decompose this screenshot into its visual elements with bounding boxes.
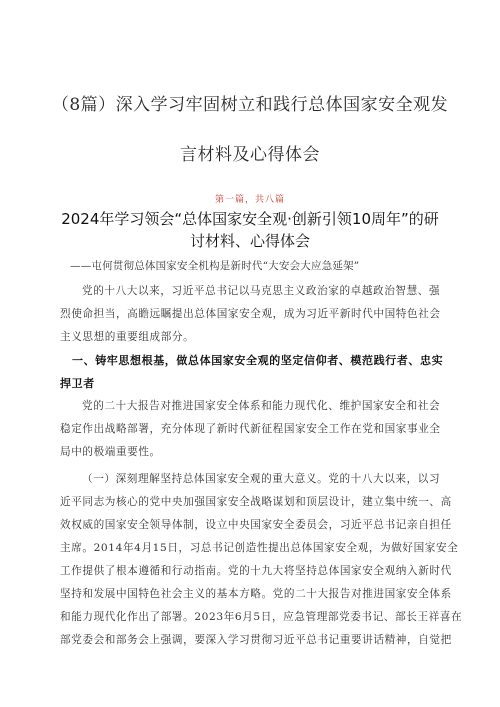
paragraph-line: 工作提供了根本遵循和行动指南。党的十九大将坚持总体国家安全观纳入新时代 bbox=[60, 565, 452, 577]
paragraph-line: 坚持和发展中国特色社会主义的基本方略。党的二十大报告对推进国家安全体系 bbox=[60, 588, 452, 600]
document-title-line-1: （8篇）深入学习牢固树立和践行总体国家安全观发 bbox=[51, 95, 449, 115]
paragraph-line: 局中的极端重要性。 bbox=[60, 446, 161, 458]
document-title-line-2: 言材料及心得体会 bbox=[180, 145, 320, 165]
paragraph-line: 效权威的国家安全领导体制，设立中央国家安全委员会，习近平总书记亲自担任 bbox=[60, 519, 452, 531]
section-heading-line: 一、铸牢思想根基，做总体国家安全观的坚定信仰者、模范践行者、忠实 bbox=[72, 354, 444, 367]
paragraph-line: 主席。2014年4月15日，习总书记创造性提出总体国家安全观，为做好国家安全 bbox=[60, 542, 459, 554]
paragraph-line: 党的二十大报告对推进国家安全体系和能力现代化、维护国家安全和社会 bbox=[82, 400, 441, 412]
paragraph-line: 稳定作出战略部署，充分体现了新时代新征程国家安全工作在党和国家事业全 bbox=[60, 423, 441, 435]
paragraph-line: 主义思想的重要组成部分。 bbox=[60, 331, 195, 343]
section-heading-line: 捍卫者 bbox=[60, 377, 95, 390]
paragraph-line: 部党委会和部务会上强调，要深入学习贯彻习近平总书记重要讲话精神，自觉把 bbox=[60, 634, 452, 646]
article-title-line-1: 2024年学习领会“总体国家安全观·创新引领10周年”的研 bbox=[61, 210, 439, 228]
paragraph-line: 和能力现代化作出了部署。2023年6月5日，应急管理部党委书记、部长王祥喜在 bbox=[60, 611, 463, 623]
paragraph-line: 近平同志为核心的党中央加强国家安全战略谋划和顶层设计，建立集中统一、高 bbox=[60, 496, 452, 508]
paragraph-line: 烈使命担当，高瞻远瞩提出总体国家安全观，成为习近平新时代中国特色社会 bbox=[60, 308, 441, 320]
paragraph-line: 党的十八大以来，习近平总书记以马克思主义政治家的卓越政治智慧、强 bbox=[82, 285, 441, 297]
article-subtitle: ——屯何贯彻总体国家安全机构是新时代“大安会大应急延架” bbox=[70, 260, 360, 272]
section-marker: 第一篇，共八篇 bbox=[214, 195, 285, 205]
article-title-line-2: 讨材料、心得体会 bbox=[189, 232, 310, 250]
paragraph-line: （一）深刻理解坚持总体国家安全观的重大意义。党的十八大以来，以习 bbox=[82, 473, 441, 485]
